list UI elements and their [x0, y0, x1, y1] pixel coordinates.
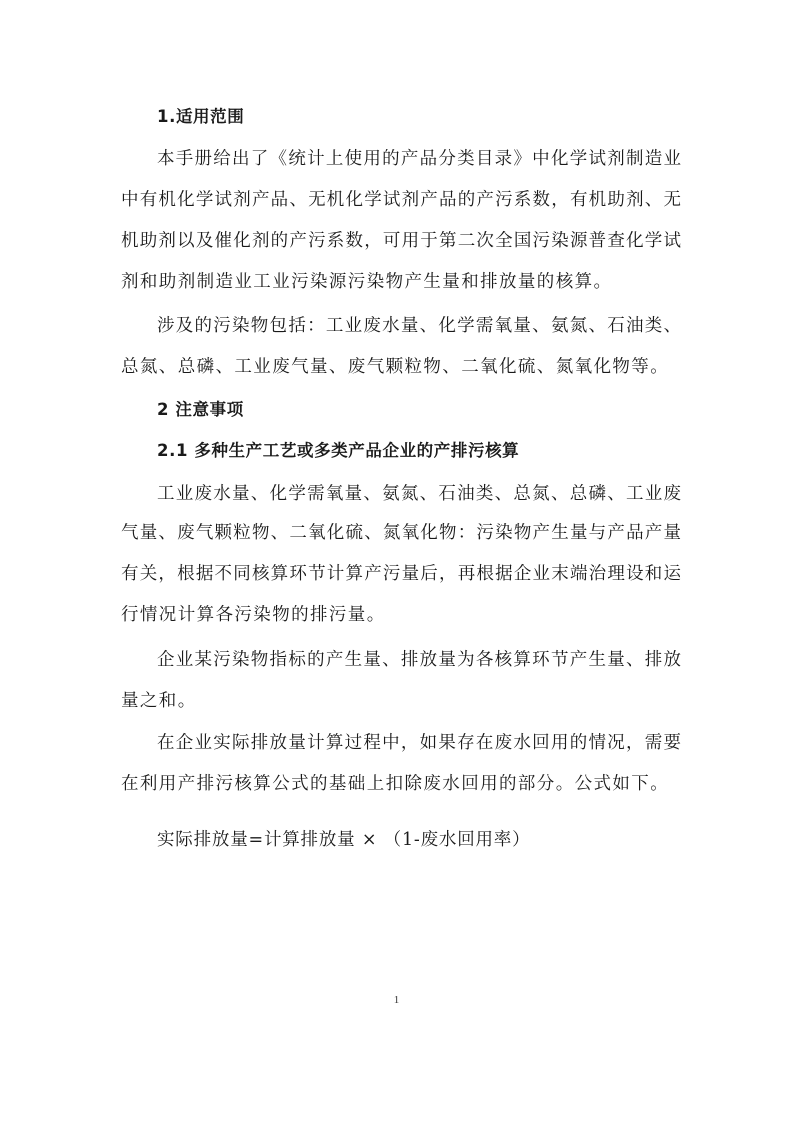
formula: 实际排放量=计算排放量 × （1-废水回用率）	[157, 830, 531, 850]
paragraph-line: 量之和。	[121, 691, 197, 711]
paragraph-line: 气量、废气颗粒物、二氧化硫、氮氧化物：污染物产生量与产品产量	[121, 523, 681, 543]
section-heading-scope: 1.适用范围	[157, 107, 245, 126]
paragraph-line: 涉及的污染物包括：工业废水量、化学需氧量、氨氮、石油类、	[157, 316, 681, 336]
paragraph-line: 在利用产排污核算公式的基础上扣除废水回用的部分。公式如下。	[121, 774, 670, 794]
section-heading-notes: 2 注意事项	[157, 400, 244, 419]
paragraph-line: 机助剂以及催化剂的产污系数，可用于第二次全国污染源普查化学试	[121, 231, 681, 251]
paragraph-line: 行情况计算各污染物的排污量。	[121, 605, 386, 625]
paragraph-line: 总氮、总磷、工业废气量、废气颗粒物、二氧化硫、氮氧化物等。	[121, 357, 670, 377]
paragraph-line: 中有机化学试剂产品、无机化学试剂产品的产污系数，有机助剂、无	[121, 190, 681, 210]
paragraph-line: 有关，根据不同核算环节计算产污量后，再根据企业末端治理设和运	[121, 564, 681, 584]
paragraph-line: 企业某污染物指标的产生量、排放量为各核算环节产生量、排放	[157, 650, 681, 670]
subsection-heading: 2.1 多种生产工艺或多类产品企业的产排污核算	[157, 441, 520, 460]
paragraph-line: 在企业实际排放量计算过程中，如果存在废水回用的情况，需要	[157, 733, 681, 753]
page-number: 1	[393, 994, 400, 1006]
paragraph-line: 本手册给出了《统计上使用的产品分类目录》中化学试剂制造业	[157, 149, 681, 169]
paragraph-line: 工业废水量、化学需氧量、氨氮、石油类、总氮、总磷、工业废	[157, 484, 681, 504]
paragraph-line: 剂和助剂制造业工业污染源污染物产生量和排放量的核算。	[121, 272, 613, 292]
